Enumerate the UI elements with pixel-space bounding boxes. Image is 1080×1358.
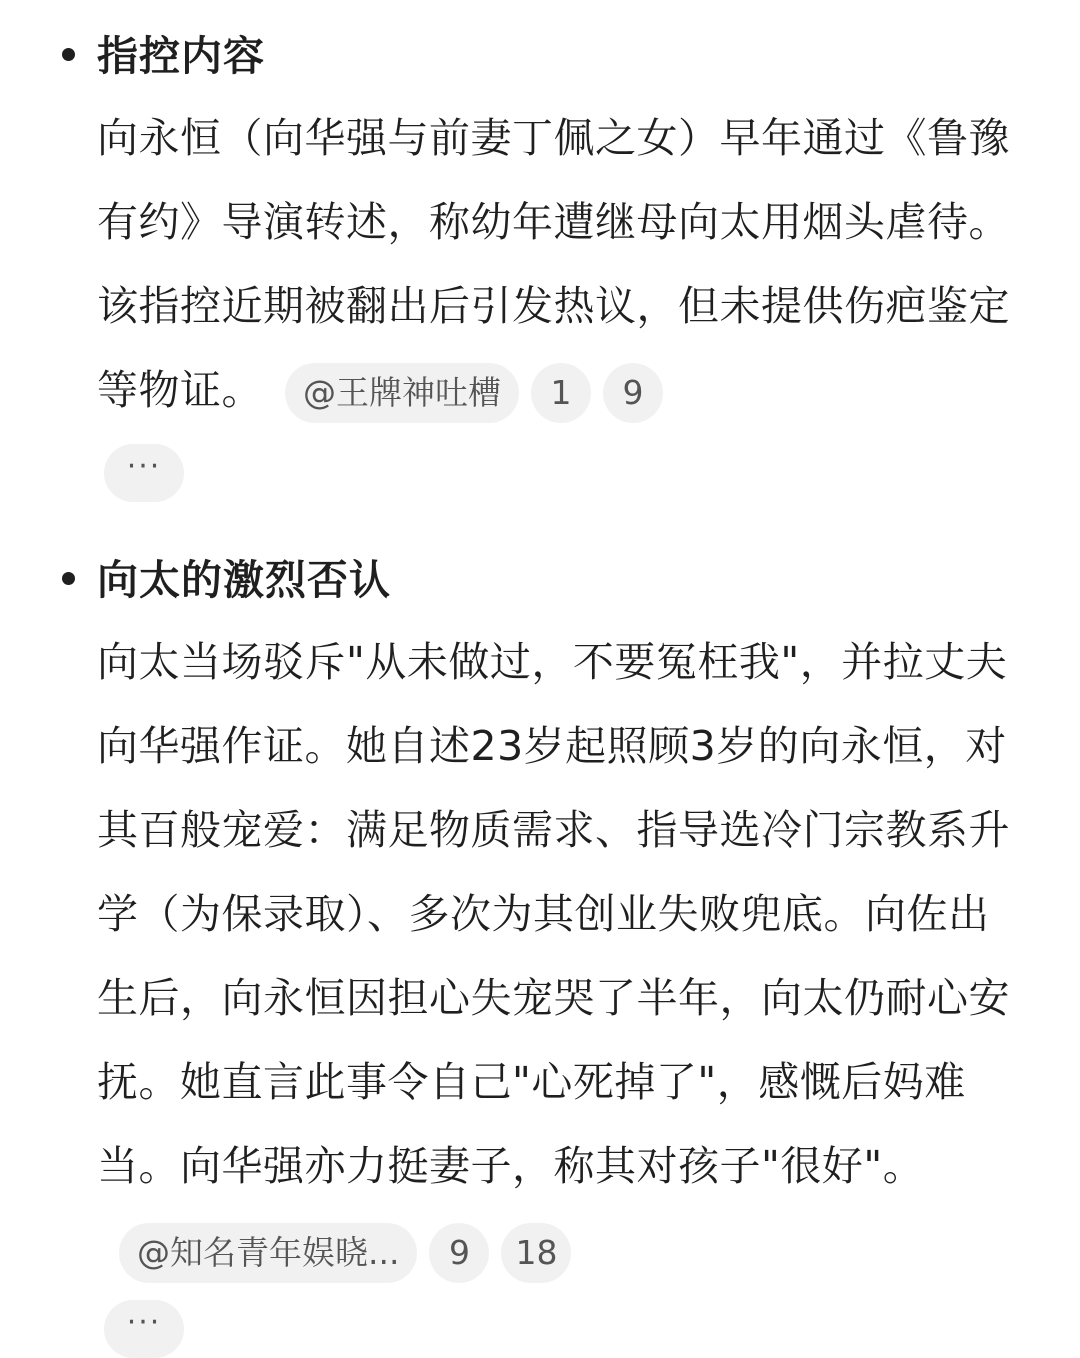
bullet-dot bbox=[62, 48, 75, 61]
section-accusation bbox=[0, 24, 1080, 484]
reference-chip[interactable]: 9 bbox=[603, 363, 663, 423]
reference-chip[interactable]: 9 bbox=[429, 1223, 489, 1283]
section-paragraph bbox=[97, 620, 1027, 1292]
bullet-dot bbox=[62, 572, 75, 585]
section-denial bbox=[0, 548, 1080, 1340]
source-chip[interactable]: @王牌神吐槽 bbox=[285, 363, 519, 423]
more-sources-button[interactable]: ··· bbox=[104, 1300, 184, 1358]
section-paragraph bbox=[97, 96, 1027, 432]
more-sources-button[interactable]: ··· bbox=[104, 444, 184, 502]
paragraph-text: 向永恒（向华强与前妻丁佩之女）早年通过《鲁豫有约》导演转述，称幼年遭继母向太用烟头虐待。该指控近期被翻出后引发热议，但未提供伤疤鉴定等物证。 bbox=[97, 114, 1010, 414]
paragraph-text: 向太当场驳斥"从未做过，不要冤枉我"，并拉丈夫向华强作证。她自述23岁起照顾3岁的向永恒，对其百般宠爱：满足物质需求、指导选冷门宗教系升学（为保录取）、多次为其创业失败兜底。向佐出生后，向永恒因担心失宠哭了半年，向太仍耐心安抚。她直言此事令自己"心死掉了"，感慨后妈难当。向华强亦力挺妻子，称其对孩子"很好"。 bbox=[97, 638, 1010, 1190]
section-heading-row bbox=[0, 548, 1080, 612]
source-chip[interactable]: @知名青年娱晓... bbox=[119, 1223, 417, 1283]
reference-chip[interactable]: 1 bbox=[531, 363, 591, 423]
section-heading: 指控内容 bbox=[97, 32, 265, 80]
section-heading: 向太的激烈否认 bbox=[97, 556, 391, 604]
section-heading-row bbox=[0, 24, 1080, 88]
reference-chip[interactable]: 18 bbox=[501, 1223, 571, 1283]
